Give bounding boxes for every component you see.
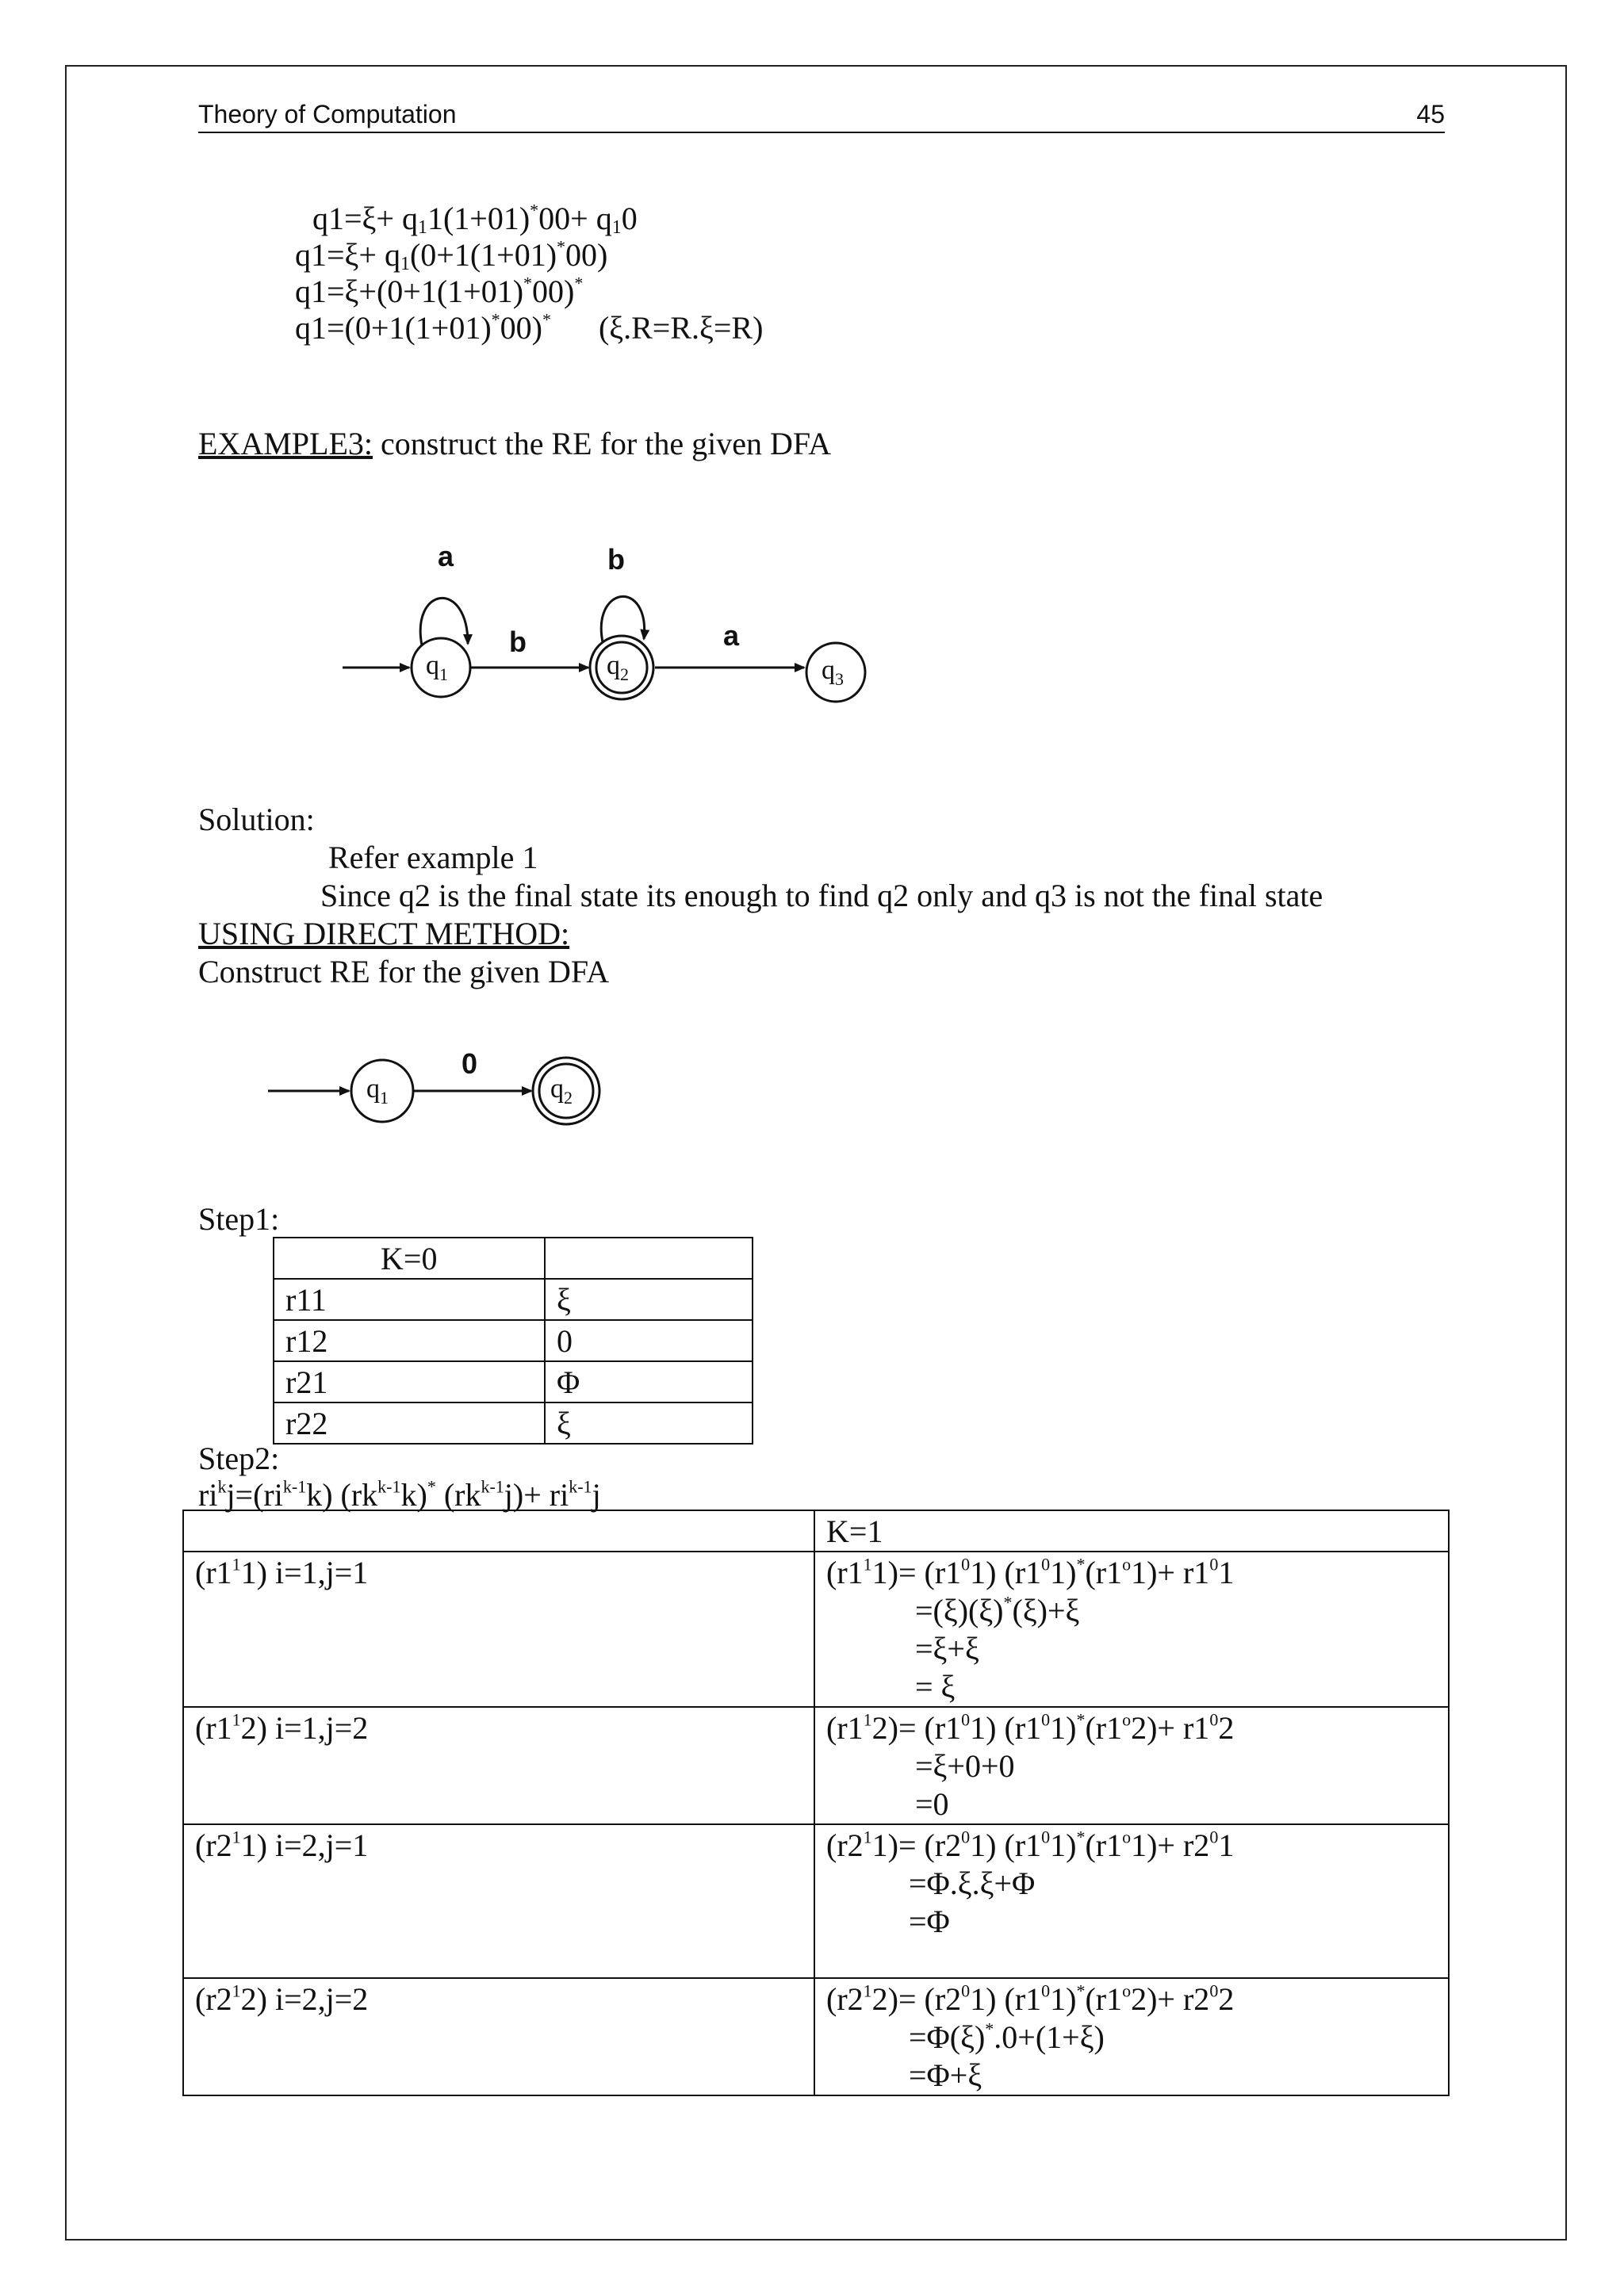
step1-table bbox=[273, 1237, 753, 1445]
loop-label-q2: b bbox=[607, 543, 625, 576]
construct-line: Construct RE for the given DFA bbox=[198, 954, 610, 989]
row1-calc: $(r1^11)= (r1^01)$ $(r1^01)^*(r1^o1)+ r1^01$ =(ξ)(ξ)*(ξ)+ξ =ξ+ξ = ξ bbox=[814, 1552, 1449, 1707]
step2-table bbox=[182, 1510, 1450, 2096]
table-row bbox=[183, 1824, 1449, 1978]
example3-heading: EXAMPLE3: construct the RE for the given DFA bbox=[198, 426, 832, 461]
edge-label-q1-q2: b bbox=[509, 626, 527, 658]
header-rule bbox=[198, 132, 1445, 133]
state-q2-label: $q_2$ bbox=[607, 651, 629, 684]
table-row: r22 ξ bbox=[274, 1402, 753, 1444]
step2-header-empty bbox=[183, 1510, 814, 1552]
row4-calc: $(r2^12)= (r2^01)$ $(r1^01)^*(r1^o2)+ r2^02$ =Φ(ξ)*.0+(1+ξ) =Φ+ξ bbox=[814, 1978, 1449, 2095]
edge-label-q2-q3: a bbox=[723, 619, 740, 652]
row2-calc: $(r1^12)= (r1^01)$ $(r1^01)^*(r1^o2)+ r1^02$ =ξ+0+0 =0 bbox=[814, 1707, 1449, 1824]
table-row bbox=[183, 1707, 1449, 1824]
row4-label: $(r2^12)$ i=2,j=2 bbox=[183, 1978, 814, 2095]
step1-header: K=0 bbox=[274, 1238, 545, 1279]
equation-line-3: q1=ξ+(0+1(1+01)*00)* bbox=[295, 273, 584, 309]
table-row: r21 Φ bbox=[274, 1361, 753, 1402]
step1-header-empty bbox=[545, 1238, 753, 1279]
table-row bbox=[183, 1978, 1449, 2095]
example3-label: EXAMPLE3: bbox=[198, 426, 373, 461]
loop-label-q1: a bbox=[438, 540, 454, 572]
running-header-title: Theory of Computation bbox=[198, 100, 457, 128]
step2-formula: $ri^kj=(ri^{k-1}k)$ $(rk^{k-1}k)^*$ $(rk^{k-1}j)+ ri^{k-1}j$ bbox=[198, 1476, 601, 1513]
equation-line-1: $q1=\xi+ q_11(1+01)^*00+ q_10$ bbox=[312, 200, 638, 238]
solution-line-1: Refer example 1 bbox=[328, 840, 538, 875]
d2-edge-label: 0 bbox=[462, 1047, 478, 1080]
identity-note: (ξ.R=R.ξ=R) bbox=[598, 310, 764, 346]
direct-method-heading: USING DIRECT METHOD: bbox=[198, 916, 570, 951]
row1-label: $(r1^11)$ i=1,j=1 bbox=[183, 1552, 814, 1707]
d2-state-q2-label: $q_2$ bbox=[550, 1074, 573, 1108]
equation-line-4: q1=(0+1(1+01)*00)* (ξ.R=R.ξ=R) bbox=[295, 309, 764, 346]
table-row: r12 0 bbox=[274, 1320, 753, 1361]
row2-label: $(r1^12)$ i=1,j=2 bbox=[183, 1707, 814, 1824]
step2-label: Step2: bbox=[198, 1441, 280, 1476]
table-row bbox=[183, 1552, 1449, 1707]
table-row: r11 ξ bbox=[274, 1279, 753, 1320]
solution-label: Solution: bbox=[198, 802, 315, 837]
page-number: 45 bbox=[1416, 100, 1445, 128]
state-q3-label: $q_3$ bbox=[822, 656, 844, 689]
step2-header: K=1 bbox=[814, 1510, 1449, 1552]
d2-state-q1-label: $q_1$ bbox=[366, 1074, 389, 1108]
solution-line-2: Since q2 is the final state its enough to find q2 only and q3 is not the final state bbox=[320, 878, 1323, 913]
step1-label: Step1: bbox=[198, 1201, 280, 1237]
equation-line-2: $q1=\xi+ q_1(0+1(1+01)^*00)$ bbox=[295, 236, 608, 274]
state-q1-label: $q_1$ bbox=[426, 651, 448, 684]
row3-calc: $(r2^11)= (r2^01)$ $(r1^01)^*(r1^o1)+ r2^01$ =Φ.ξ.ξ+Φ =Φ bbox=[814, 1824, 1449, 1978]
row3-label: $(r2^11)$ i=2,j=1 bbox=[183, 1824, 814, 1978]
